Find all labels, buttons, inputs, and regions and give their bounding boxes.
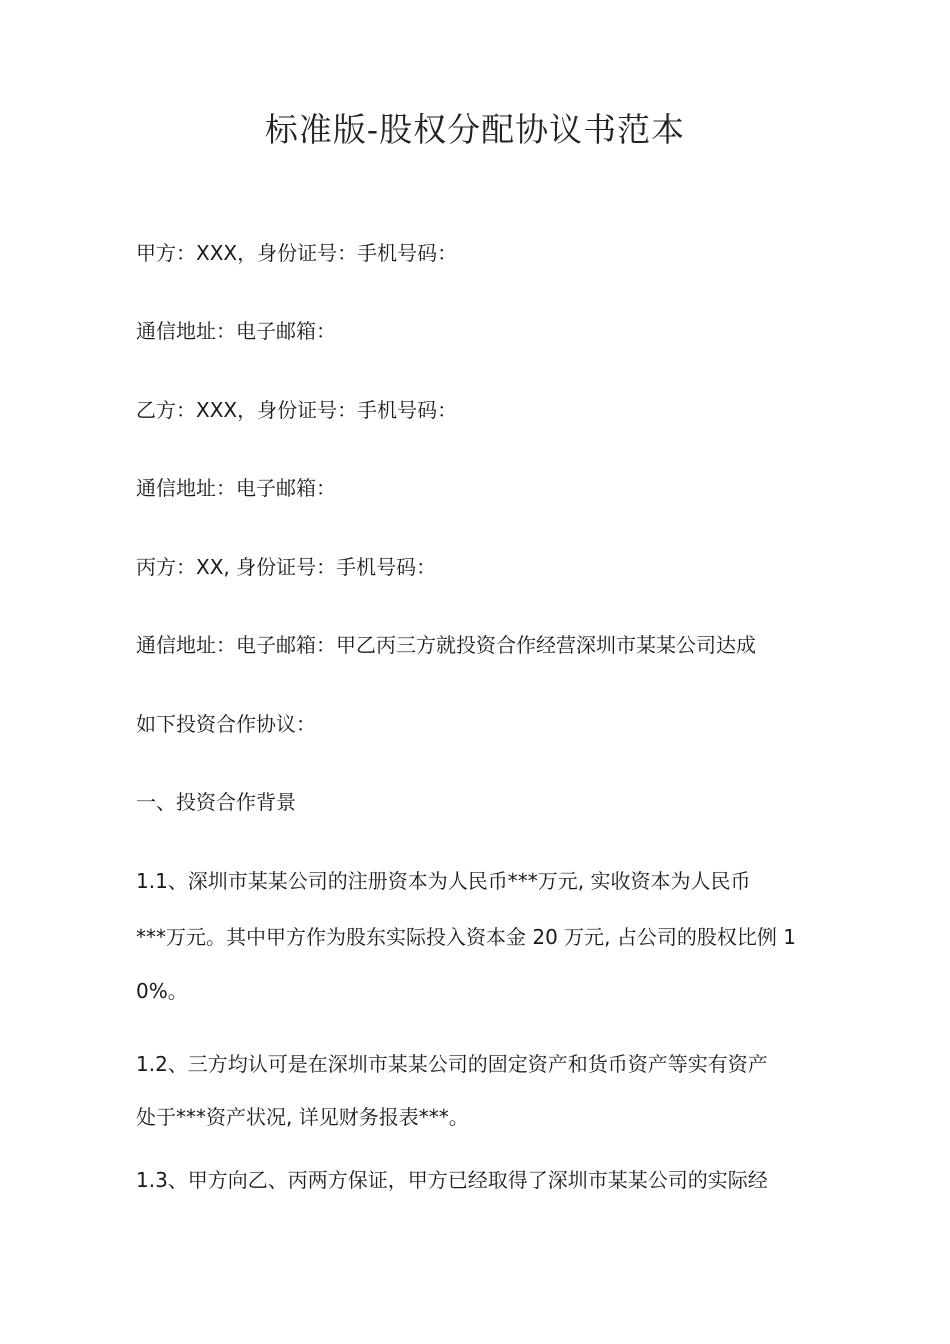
party-c-address-line: 通信地址：电子邮箱：甲乙丙三方就投资合作经营深圳市某某公司达成 <box>136 633 756 657</box>
party-a-address-line: 通信地址：电子邮箱： <box>136 319 336 343</box>
clause-1-1-line-3: 0%。 <box>136 979 188 1003</box>
clause-1-2-line-1: 1.2、三方均认可是在深圳市某某公司的固定资产和货币资产等实有资产 <box>136 1052 768 1076</box>
clause-1-3-line-1: 1.3、甲方向乙、丙两方保证，甲方已经取得了深圳市某某公司的实际经 <box>136 1168 768 1192</box>
clause-1-1-line-1: 1.1、深圳市某某公司的注册资本为人民币***万元, 实收资本为人民币 <box>136 869 751 893</box>
document-title: 标准版-股权分配协议书范本 <box>264 110 686 149</box>
party-c-line: 丙方：XX, 身份证号：手机号码： <box>136 555 437 579</box>
clause-1-1-line-2: ***万元。其中甲方作为股东实际投入资本金 20 万元, 占公司的股权比例 1 <box>136 925 796 949</box>
party-a-line: 甲方：XXX，身份证号：手机号码： <box>136 241 458 265</box>
clause-1-2-line-2: 处于***资产状况, 详见财务报表***。 <box>136 1105 469 1129</box>
section-heading: 一、投资合作背景 <box>136 790 296 814</box>
agreement-intro-line: 如下投资合作协议： <box>136 712 316 736</box>
party-b-address-line: 通信地址：电子邮箱： <box>136 476 336 500</box>
party-b-line: 乙方：XXX，身份证号：手机号码： <box>136 398 458 422</box>
